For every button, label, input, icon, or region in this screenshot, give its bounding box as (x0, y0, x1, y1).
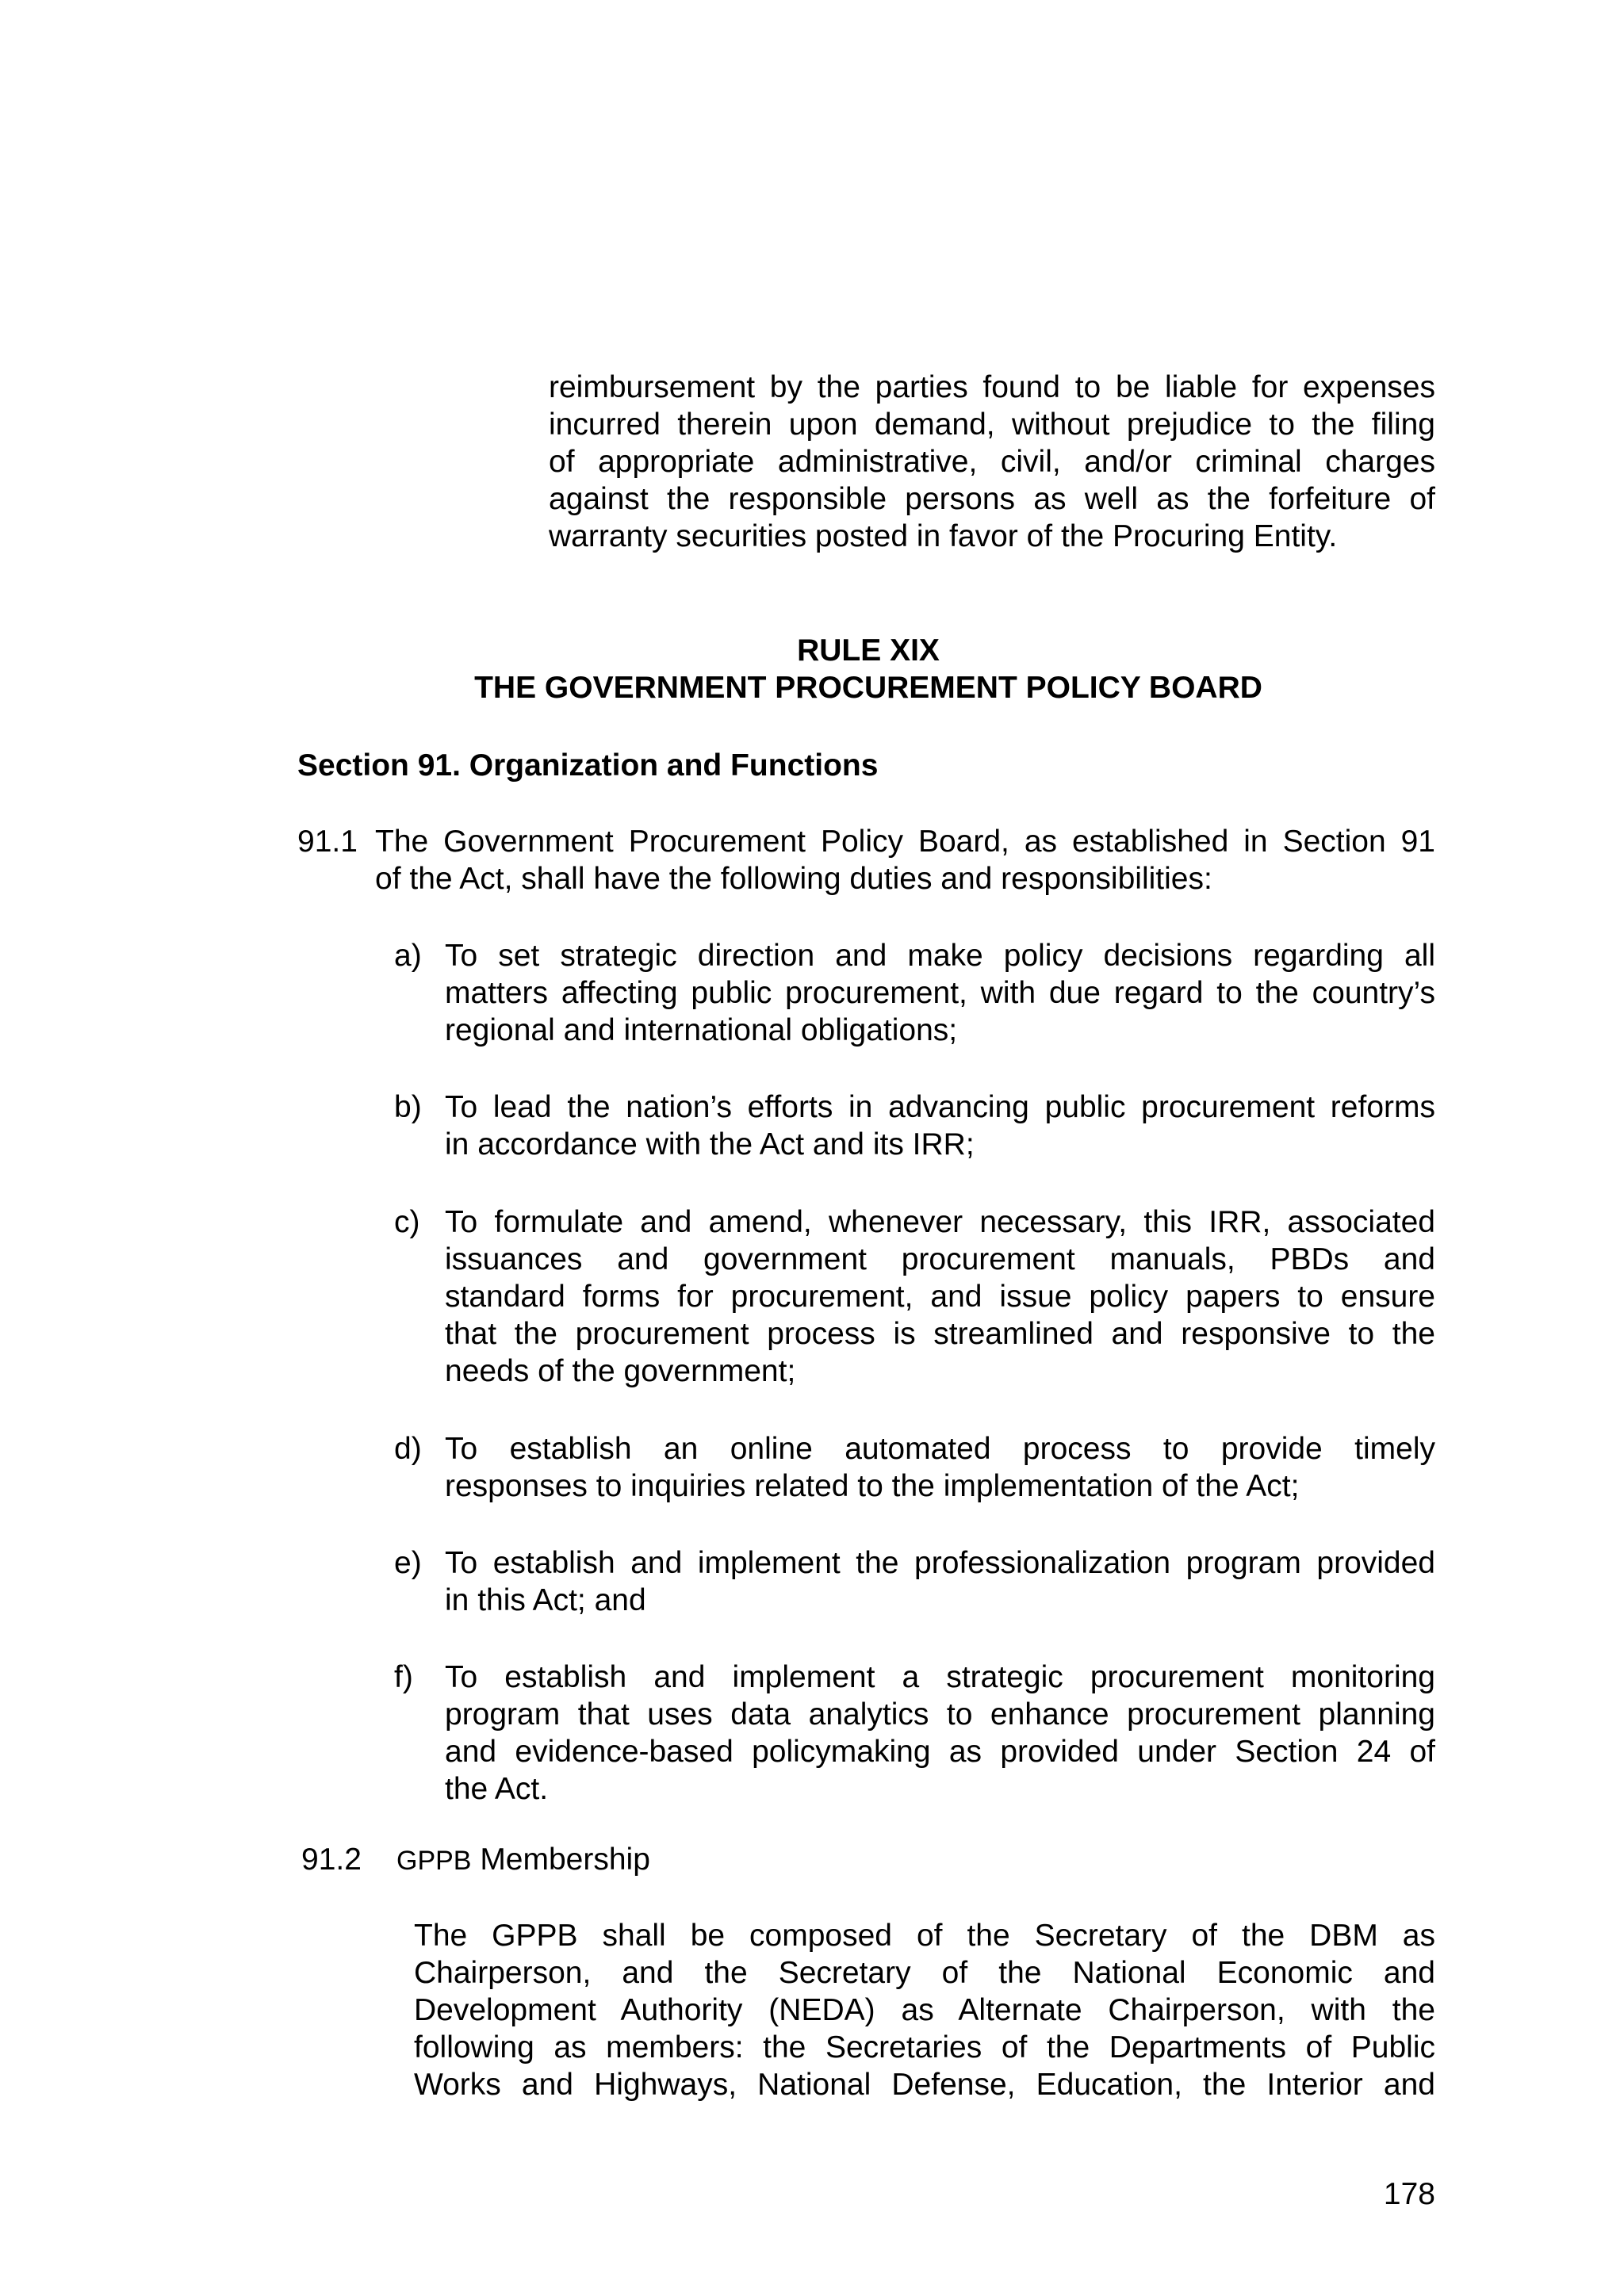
text-line: warranty securities posted in favor of the Procuring Entity. (549, 519, 1338, 553)
text-line: To establish and implement the professionalization program provided (445, 1546, 1435, 1580)
text-line: that the procurement process is streamlined and responsive to the (445, 1317, 1435, 1351)
continuation-paragraph (549, 369, 1435, 555)
text-line: in this Act; and (445, 1583, 646, 1617)
list-item (445, 1659, 1435, 1808)
text-line: matters affecting public procurement, with due regard to the country’s (445, 976, 1435, 1010)
text-line: The GPPB shall be composed of the Secretary of the DBM as (414, 1919, 1435, 1953)
text-line: To establish and implement a strategic procurement monitoring (445, 1660, 1435, 1694)
text-line: needs of the government; (445, 1354, 796, 1388)
subsection-title-abbrev: GPPB (396, 1846, 472, 1876)
page-number: 178 (1383, 2177, 1435, 2211)
text-line: issuances and government procurement manuals, PBDs and (445, 1242, 1435, 1276)
list-item (445, 1544, 1435, 1619)
rule-title: THE GOVERNMENT PROCUREMENT POLICY BOARD (474, 671, 1262, 705)
text-line: To lead the nation’s efforts in advancing public procurement reforms (445, 1090, 1435, 1124)
text-line: Development Authority (NEDA) as Alternate Chairperson, with the (414, 1993, 1435, 2027)
text-line: of the Act, shall have the following duties and responsibilities: (375, 862, 1212, 896)
text-line: of appropriate administrative, civil, and/or criminal charges (549, 445, 1435, 479)
rule-heading (301, 632, 1435, 706)
text-line: The Government Procurement Policy Board, as established in Section 91 (375, 825, 1435, 859)
text-line: To establish an online automated process to provide timely (445, 1432, 1435, 1466)
list-item (445, 1089, 1435, 1163)
list-item-label: a) (394, 939, 422, 973)
list-item-label: c) (394, 1205, 420, 1239)
list-item (445, 937, 1435, 1049)
subsection-paragraph (414, 1917, 1435, 2103)
subsection-title-rest: Membership (471, 1843, 650, 1877)
list-item (445, 1203, 1435, 1390)
subsection-number: 91.2 (301, 1843, 362, 1877)
text-line: incurred therein upon demand, without prejudice to the filing (549, 408, 1435, 442)
subsection-paragraph (375, 823, 1435, 897)
subsection-title (396, 1841, 650, 1880)
rule-number: RULE XIX (797, 633, 940, 668)
text-line: following as members: the Secretaries of the Departments of Public (414, 2030, 1435, 2064)
text-line: To set strategic direction and make policy decisions regarding all (445, 939, 1435, 973)
text-line: against the responsible persons as well as the forfeiture of (549, 482, 1435, 516)
text-line: reimbursement by the parties found to be liable for expenses (549, 370, 1435, 404)
text-line: standard forms for procurement, and issue policy papers to ensure (445, 1280, 1435, 1314)
subsection-number: 91.1 (297, 825, 358, 859)
list-item-label: d) (394, 1432, 422, 1466)
text-line: in accordance with the Act and its IRR; (445, 1127, 975, 1161)
text-line: program that uses data analytics to enhance procurement planning (445, 1697, 1435, 1732)
list-item-label: e) (394, 1546, 422, 1580)
section-heading: Section 91. Organization and Functions (297, 748, 879, 783)
list-item-label: f) (394, 1660, 413, 1694)
list-item (445, 1430, 1435, 1505)
text-line: the Act. (445, 1772, 549, 1806)
text-line: To formulate and amend, whenever necessary, this IRR, associated (445, 1205, 1435, 1239)
text-line: responses to inquiries related to the implementation of the Act; (445, 1469, 1300, 1503)
text-line: regional and international obligations; (445, 1013, 958, 1047)
text-line: and evidence-based policymaking as provided under Section 24 of (445, 1735, 1435, 1769)
list-item-label: b) (394, 1090, 422, 1124)
text-line: Chairperson, and the Secretary of the National Economic and (414, 1956, 1435, 1990)
text-line: Works and Highways, National Defense, Education, the Interior and (414, 2068, 1435, 2102)
